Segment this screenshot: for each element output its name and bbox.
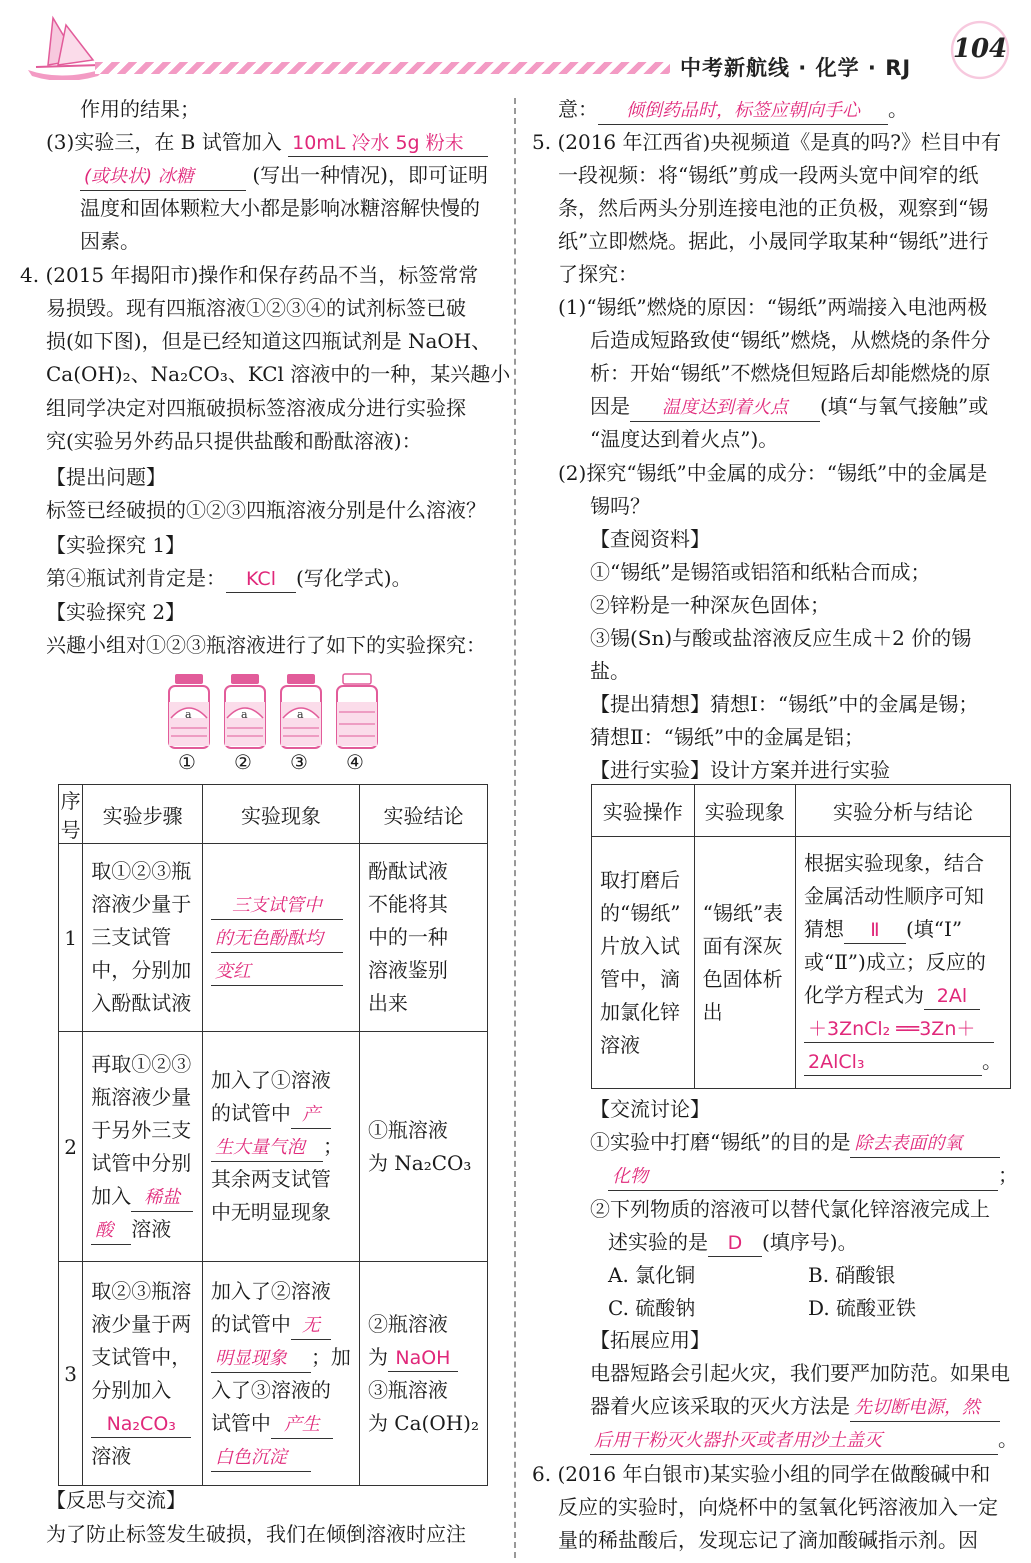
answer-blank: 稀盐 <box>131 1185 193 1212</box>
answer-line <box>590 1126 1000 1159</box>
section-head: 【实验探究 1】 <box>46 533 186 557</box>
q5-line: 了探究： <box>558 262 638 286</box>
bottle-label: ④ <box>346 750 364 774</box>
cell-text: 猜想 <box>803 917 844 941</box>
bottle-2-icon <box>221 672 269 750</box>
answer-blank: 后用干粉灭火器扑灭或者用沙土盖灭 <box>590 1428 998 1455</box>
text-line: 【提出猜想】猜想Ⅰ：“锡纸”中的金属是锡； <box>590 692 979 716</box>
cell-line: 支试管中， <box>91 1344 192 1369</box>
cell-line: 金属活动性顺序可知 <box>803 884 984 908</box>
col-header: 序号 <box>59 785 83 844</box>
column-divider <box>514 98 516 1558</box>
bottle-1-icon <box>165 672 213 750</box>
answer-blank: (或块状) 冰糖 <box>80 164 246 191</box>
text-line: 锡吗？ <box>590 494 650 518</box>
q6-line: 量的稀盐酸后，发现忘记了滴加酸碱指示剂。因 <box>558 1528 978 1552</box>
col-header: 实验现象 <box>202 785 359 844</box>
text-line: 兴趣小组对①②③瓶溶液进行了如下的实验探究： <box>46 633 486 657</box>
answer-blank: 白色沉淀 <box>211 1445 311 1472</box>
experiment-table <box>58 784 488 1486</box>
section-head: 【提出问题】 <box>46 465 166 489</box>
answer-blank: 温度达到着火点 <box>630 395 820 422</box>
text-line: ①实验中打磨“锡纸”的目的是 <box>590 1130 851 1154</box>
answer-blank: 明显现象 <box>211 1346 311 1373</box>
phenomenon-cell <box>202 844 359 1032</box>
q6-line: 6. (2016 年白银市)某实验小组的同学在做酸碱中和 <box>532 1462 991 1486</box>
answer-blank: Ⅱ <box>844 917 906 944</box>
text-line: 温度和固体颗粒大小都是影响冰糖溶解快慢的 <box>80 196 480 220</box>
q6-line: 反应的实验时，向烧杯中的氢氧化钙溶液加入一定 <box>558 1495 998 1519</box>
q5-line: 5. (2016 年江西省)央视频道《是真的吗?》栏目中有 <box>532 130 1002 154</box>
section-head: 【实验探究 2】 <box>46 600 186 624</box>
text-line: ； <box>998 1163 1018 1187</box>
header-stripe <box>95 62 670 74</box>
section-head: 【交流讨论】 <box>590 1097 710 1121</box>
cell-line: 溶液 <box>600 1032 640 1057</box>
step-cell <box>83 844 203 1032</box>
answer-line <box>608 1159 1018 1192</box>
col-header: 实验步骤 <box>83 785 203 844</box>
conclusion-cell <box>359 1262 487 1486</box>
cell-line: 加入了②溶液 <box>210 1278 331 1303</box>
bottle-mark: a <box>241 708 248 721</box>
q4-line: Ca(OH)₂、Na₂CO₃、KCl 溶液中的一种，某兴趣小 <box>46 362 511 386</box>
cell-line: 试管中分别 <box>91 1150 192 1175</box>
cell-line: 或“Ⅱ”)成立；反应的 <box>803 950 986 974</box>
cell-line: 分别加入 <box>91 1377 172 1402</box>
answer-blank: 产 <box>291 1102 331 1129</box>
series-title: 中考新航线 · 化学 · RJ <box>680 56 912 80</box>
text-line: 意： <box>558 97 598 121</box>
option: D. 硫酸亚铁 <box>808 1296 917 1320</box>
cell-line: 瓶溶液少量 <box>91 1084 192 1109</box>
cell-line: 取①②③瓶 <box>91 859 192 883</box>
cell-text: 的试管中 <box>210 1101 291 1125</box>
text-line: 为了防止标签发生破损，我们在倾倒溶液时应注 <box>46 1522 466 1546</box>
cell-line: 出来 <box>367 991 408 1015</box>
cell-line: 管中，滴 <box>600 966 680 991</box>
col-header: 实验现象 <box>694 785 795 837</box>
cell-text: 试管中 <box>210 1410 271 1435</box>
cell-line: 的“锡纸” <box>600 900 681 925</box>
cell-line: ②瓶溶液 <box>367 1311 448 1336</box>
cell-text: ； <box>322 1134 343 1158</box>
q4-line: 损(如下图)，但是已经知道这四瓶试剂是 NaOH、 <box>46 329 492 353</box>
cell-line: 于另外三支 <box>91 1117 192 1142</box>
text-line: “温度达到着火点”)。 <box>590 427 779 451</box>
answer-blank: 产生 <box>271 1412 333 1439</box>
answer-line <box>558 93 908 126</box>
bottle-label: ② <box>234 750 252 774</box>
answer-blank: ＋3ZnCl₂ ══3Zn＋ <box>804 1016 994 1043</box>
text-line: 【进行实验】设计方案并进行实验 <box>590 758 890 782</box>
cell-line: 中无明显现象 <box>210 1200 331 1224</box>
answer-blank: 倾倒药品时，标签应朝向手心 <box>598 98 888 125</box>
answer-line <box>590 1390 1000 1423</box>
cell-line: 取②③瓶溶 <box>91 1278 192 1303</box>
table-header-row <box>59 785 488 844</box>
cell-line: ①瓶溶液 <box>367 1117 448 1142</box>
text-line: (填“与氧气接触”或 <box>820 394 989 418</box>
cell-line: 三支试管 <box>91 925 172 949</box>
text-line: 第④瓶试剂肯定是： <box>46 566 226 590</box>
answer-blank: 的无色酚酞均 <box>211 926 343 953</box>
q3-line-2 <box>80 159 488 192</box>
option: A. 氯化铜 <box>608 1263 696 1287</box>
answer-line <box>590 1423 1018 1456</box>
cell-text: 化学方程式为 <box>803 983 924 1007</box>
cell-text: 溶液 <box>131 1216 172 1241</box>
answer-blank: 无 <box>291 1313 331 1340</box>
cell-line: 根据实验现象，结合 <box>803 851 984 875</box>
q3-line <box>46 126 488 159</box>
text-line: 因是 <box>590 394 630 418</box>
cell-line: 取打磨后 <box>600 867 680 892</box>
col-header: 实验分析与结论 <box>795 785 1010 837</box>
text-line: (写化学式)。 <box>296 566 412 590</box>
text-line: 器着火应该采取的灭火方法是 <box>590 1394 850 1418</box>
answer-blank: KCl <box>226 566 296 593</box>
text-line: (3)实验三，在 B 试管加入 <box>46 130 282 154</box>
answer-blank: 三支试管中 <box>211 893 343 920</box>
operation-cell <box>592 837 695 1089</box>
col-header: 实验操作 <box>592 785 695 837</box>
answer-line <box>608 1226 858 1259</box>
cell-line: 不能将其 <box>367 892 448 916</box>
text-line: 标签已经破损的①②③四瓶溶液分别是什么溶液？ <box>46 498 486 522</box>
text-line: 作用的结果； <box>80 97 200 121</box>
bottle-mark: a <box>185 708 192 721</box>
bottle-label: ③ <box>290 750 308 774</box>
cell-line: 溶液 <box>91 1443 132 1468</box>
row-number: 3 <box>59 1262 83 1486</box>
answer-blank: 变红 <box>211 959 343 986</box>
conclusion-cell <box>359 1032 487 1262</box>
bottle-3-icon <box>277 672 325 750</box>
q5-line: 一段视频：将“锡纸”剪成一段两头宽中间窄的纸 <box>558 163 979 187</box>
analysis-cell <box>795 837 1010 1089</box>
table-header-row <box>592 785 1011 837</box>
cell-line: 加氯化锌 <box>600 999 680 1024</box>
answer-line <box>590 390 988 423</box>
step-cell <box>83 1032 203 1262</box>
phenomenon-cell <box>694 837 795 1089</box>
answer-blank: Na₂CO₃ <box>91 1411 191 1438</box>
q4-line: 究(实验另外药品只提供盐酸和酚酞溶液)： <box>46 429 422 453</box>
experiment-table-2 <box>591 784 1011 1089</box>
cell-line: 为 Na₂CO₃ <box>367 1150 472 1175</box>
cell-text: (填“Ⅰ” <box>905 917 963 941</box>
phenomenon-cell <box>202 1032 359 1262</box>
text-line: 因素。 <box>80 229 140 253</box>
text-line: 电器短路会引起火灾，我们要严加防范。如果电 <box>590 1361 1010 1385</box>
exp1-line <box>46 562 412 595</box>
cell-line: 酚酞试液 <box>367 859 448 883</box>
table-row <box>592 837 1011 1089</box>
text-line: ②锌粉是一种深灰色固体； <box>590 593 830 617</box>
page-number: 104 <box>952 34 1008 64</box>
cell-line: 溶液鉴别 <box>367 958 448 982</box>
text-line: 。 <box>888 97 908 121</box>
q4-line: 易损毁。现有四瓶溶液①②③④的试剂标签已破 <box>46 296 466 320</box>
cell-line: “锡纸”表 <box>702 900 784 925</box>
cell-text: 为 <box>367 1344 388 1369</box>
text-line: ②下列物质的溶液可以替代氯化锌溶液完成上 <box>590 1197 990 1221</box>
cell-line: 液少量于两 <box>91 1311 192 1336</box>
cell-line: 溶液少量于 <box>91 892 192 916</box>
text-line: 盐。 <box>590 659 630 683</box>
text-line: (写出一种情况)，即可证明 <box>252 163 488 187</box>
cell-line: 为 Ca(OH)₂ <box>367 1410 479 1435</box>
answer-blank: 酸 <box>91 1218 131 1245</box>
text-line: 述实验的是 <box>608 1230 708 1254</box>
table-row <box>59 844 488 1032</box>
answer-blank: 先切断电源，然 <box>850 1395 1000 1422</box>
answer-blank: D <box>708 1230 762 1257</box>
cell-line: 面有深灰 <box>702 933 783 958</box>
text-line: (2)探究“锡纸”中金属的成分：“锡纸”中的金属是 <box>558 461 988 485</box>
text-line: 后造成短路致使“锡纸”燃烧，从燃烧的条件分 <box>590 328 991 352</box>
text-line: 猜想Ⅱ：“锡纸”中的金属是铝； <box>590 725 865 749</box>
answer-blank: 生大量气泡 <box>211 1135 323 1162</box>
cell-line: 色固体析 <box>702 966 783 991</box>
cell-line: 片放入试 <box>600 933 680 958</box>
row-number: 1 <box>59 844 83 1032</box>
answer-blank: 2Al <box>924 983 980 1010</box>
bottle-4-icon <box>333 672 381 750</box>
cell-line: ③瓶溶液 <box>367 1377 448 1402</box>
cell-line: 加入了①溶液 <box>210 1068 331 1092</box>
q5-line: 条，然后两头分别连接电池的正负极，观察到“锡 <box>558 196 989 220</box>
cell-text: 加入 <box>91 1183 132 1208</box>
text-line: (填序号)。 <box>762 1230 858 1254</box>
q5-line: 纸”立即燃烧。据此，小晟同学取某种“锡纸”进行 <box>558 229 989 253</box>
option: B. 硝酸银 <box>808 1263 896 1287</box>
text-line: 。 <box>998 1427 1018 1451</box>
cell-line: 其余两支试管 <box>210 1167 331 1191</box>
cell-text: 的试管中 <box>210 1311 291 1336</box>
col-header: 实验结论 <box>359 785 487 844</box>
cell-text: ；加 <box>310 1344 351 1369</box>
cell-line: 再取①②③ <box>91 1051 192 1076</box>
section-head: 【查阅资料】 <box>590 527 710 551</box>
cell-line: 入了③溶液的 <box>210 1377 331 1402</box>
section-head: 【拓展应用】 <box>590 1328 710 1352</box>
table-row <box>59 1032 488 1262</box>
option: C. 硫酸钠 <box>608 1296 696 1320</box>
section-head: 【反思与交流】 <box>46 1488 186 1512</box>
cell-text: 。 <box>981 1049 1002 1073</box>
cell-line: 出 <box>702 999 723 1024</box>
row-number: 2 <box>59 1032 83 1262</box>
cell-line: 入酚酞试液 <box>91 991 192 1015</box>
text-line: ①“锡纸”是锡箔或铝箔和纸粘合而成； <box>590 560 931 584</box>
text-line: 析：开始“锡纸”不燃烧但短路后却能燃烧的原 <box>590 361 991 385</box>
phenomenon-cell <box>202 1262 359 1486</box>
answer-blank: 除去表面的氧 <box>850 1131 1000 1158</box>
text-line: (1)“锡纸”燃烧的原因：“锡纸”两端接入电池两极 <box>558 295 988 319</box>
text-line: ③锡(Sn)与酸或盐溶液反应生成＋2 价的锡 <box>590 626 972 650</box>
q4-line: 4. (2015 年揭阳市)操作和保存药品不当，标签常常 <box>20 263 479 287</box>
answer-blank: 2AlCl₃ <box>804 1049 982 1076</box>
cell-line: 中的一种 <box>367 925 448 949</box>
table-row <box>59 1262 488 1486</box>
conclusion-cell <box>359 844 487 1032</box>
page-header <box>0 0 1031 92</box>
answer-blank: NaOH <box>388 1345 458 1372</box>
q4-line: 组同学决定对四瓶破损标签溶液成分进行实验探 <box>46 396 466 420</box>
answer-blank: 化物 <box>608 1164 998 1191</box>
cell-line: 中，分别加 <box>91 958 192 982</box>
bottle-label: ① <box>178 750 196 774</box>
step-cell <box>83 1262 203 1486</box>
bottle-mark: a <box>297 708 304 721</box>
answer-blank: 10mL 冷水 5g 粉末 <box>288 130 488 157</box>
